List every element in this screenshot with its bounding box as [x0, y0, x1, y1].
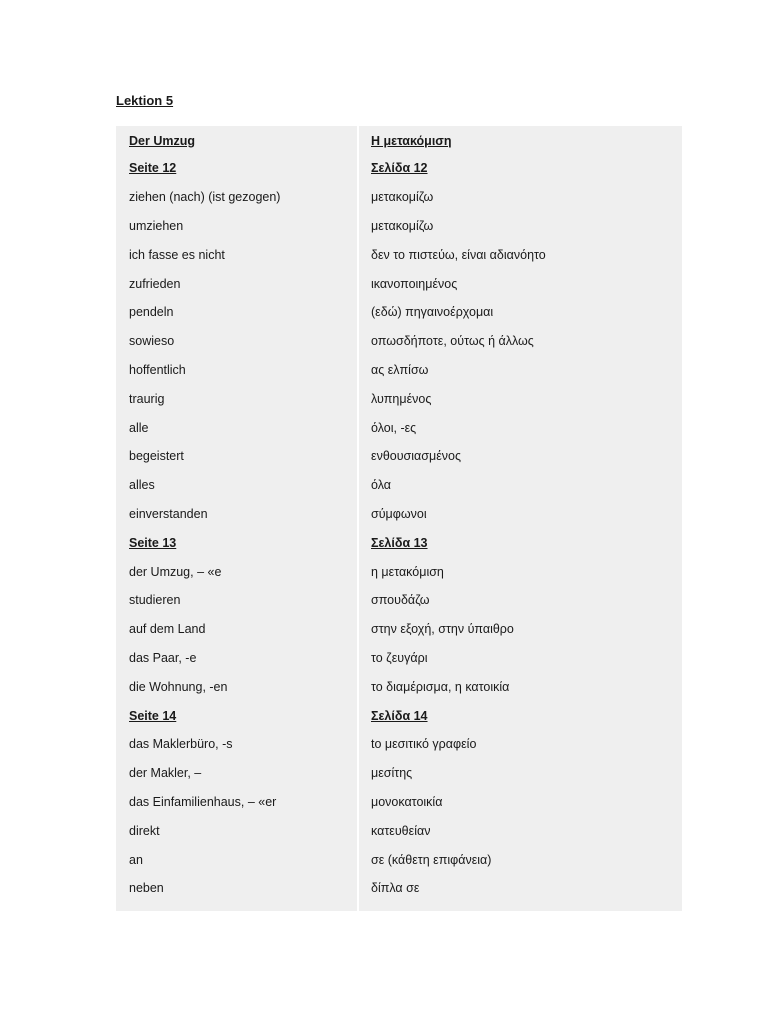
section-heading-german: Seite 14: [129, 708, 177, 723]
table-row: [116, 644, 682, 673]
german-term: alle: [129, 420, 149, 435]
german-term: ich fasse es nicht: [129, 247, 225, 262]
greek-translation: σύμφωνοι: [371, 506, 427, 521]
table-row: [116, 788, 682, 817]
table-bottom-padding: [116, 903, 682, 911]
table-row: [116, 615, 682, 644]
section-heading-greek: Σελίδα 12: [371, 161, 428, 176]
greek-translation: μετακομίζω: [371, 218, 434, 233]
greek-translation: κατευθείαν: [371, 823, 431, 838]
german-term: der Umzug, – «e: [129, 564, 222, 579]
greek-translation: δεν το πιστεύω, είναι αδιανόητο: [371, 247, 546, 262]
greek-translation: σε (κάθετη επιφάνεια): [371, 852, 492, 867]
german-term: neben: [129, 881, 164, 896]
table-row: [116, 269, 682, 298]
greek-translation: το ζευγάρι: [371, 650, 428, 665]
section-heading-greek: Σελίδα 13: [371, 535, 428, 550]
german-term: das Einfamilienhaus, – «er: [129, 794, 277, 809]
german-term: ziehen (nach) (ist gezogen): [129, 190, 281, 205]
greek-translation: στην εξοχή, στην ύπαιθρο: [371, 622, 514, 637]
table-row: [116, 298, 682, 327]
greek-translation: το διαμέρισμα, η κατοικία: [371, 679, 510, 694]
table-header-row: [116, 126, 682, 154]
header-german: Der Umzug: [129, 134, 195, 148]
table-row: [116, 384, 682, 413]
table-row: [116, 759, 682, 788]
german-term: umziehen: [129, 218, 184, 233]
table-row: [116, 471, 682, 500]
german-term: das Maklerbüro, -s: [129, 737, 233, 752]
greek-translation: οπωσδήποτε, ούτως ή άλλως: [371, 334, 534, 349]
table-row: [116, 327, 682, 356]
greek-translation: όλα: [371, 478, 392, 493]
table-row: [116, 672, 682, 701]
greek-translation: μετακομίζω: [371, 190, 434, 205]
table-row: [116, 183, 682, 212]
german-term: auf dem Land: [129, 622, 206, 637]
german-term: direkt: [129, 823, 160, 838]
table-row: [116, 442, 682, 471]
table-row: [116, 557, 682, 586]
german-term: begeistert: [129, 449, 184, 464]
section-heading-german: Seite 13: [129, 535, 177, 550]
german-term: alles: [129, 478, 155, 493]
table-row: [116, 730, 682, 759]
vocabulary-table: [116, 126, 682, 911]
german-term: pendeln: [129, 305, 174, 320]
section-heading-greek: Σελίδα 14: [371, 708, 428, 723]
german-term: traurig: [129, 391, 165, 406]
table-row: [116, 212, 682, 241]
german-term: einverstanden: [129, 506, 208, 521]
lesson-title: Lektion 5: [116, 93, 174, 108]
table-row: [116, 845, 682, 874]
greek-translation: δίπλα σε: [371, 881, 420, 896]
greek-translation: ενθουσιασμένος: [371, 449, 461, 464]
german-term: der Makler, –: [129, 766, 202, 781]
table-row: [116, 586, 682, 615]
german-term: hoffentlich: [129, 362, 186, 377]
german-term: sowieso: [129, 334, 175, 349]
german-term: die Wohnung, -en: [129, 679, 228, 694]
german-term: studieren: [129, 593, 181, 608]
greek-translation: μεσίτης: [371, 766, 413, 781]
section-heading-row: [116, 701, 682, 730]
section-heading-row: [116, 528, 682, 557]
table-row: [116, 874, 682, 903]
greek-translation: ικανοποιημένος: [371, 276, 458, 291]
table-row: [116, 413, 682, 442]
greek-translation: μονοκατοικία: [371, 794, 443, 809]
german-term: zufrieden: [129, 276, 181, 291]
header-greek: Η μετακόμιση: [371, 134, 452, 148]
table-row: [116, 356, 682, 385]
german-term: das Paar, -e: [129, 650, 197, 665]
greek-translation: to μεσιτικό γραφείο: [371, 737, 477, 752]
greek-translation: (εδώ) πηγαινοέρχομαι: [371, 305, 494, 320]
section-heading-german: Seite 12: [129, 161, 177, 176]
greek-translation: λυπημένος: [371, 391, 432, 406]
table-row: [116, 240, 682, 269]
table-body: [116, 154, 682, 903]
german-term: an: [129, 852, 143, 867]
table-row: [116, 816, 682, 845]
greek-translation: ας ελπίσω: [371, 362, 429, 377]
greek-translation: όλοι, -ες: [371, 420, 417, 435]
section-heading-row: [116, 154, 682, 183]
greek-translation: σπουδάζω: [371, 593, 430, 608]
greek-translation: η μετακόμιση: [371, 564, 444, 579]
table-row: [116, 500, 682, 529]
